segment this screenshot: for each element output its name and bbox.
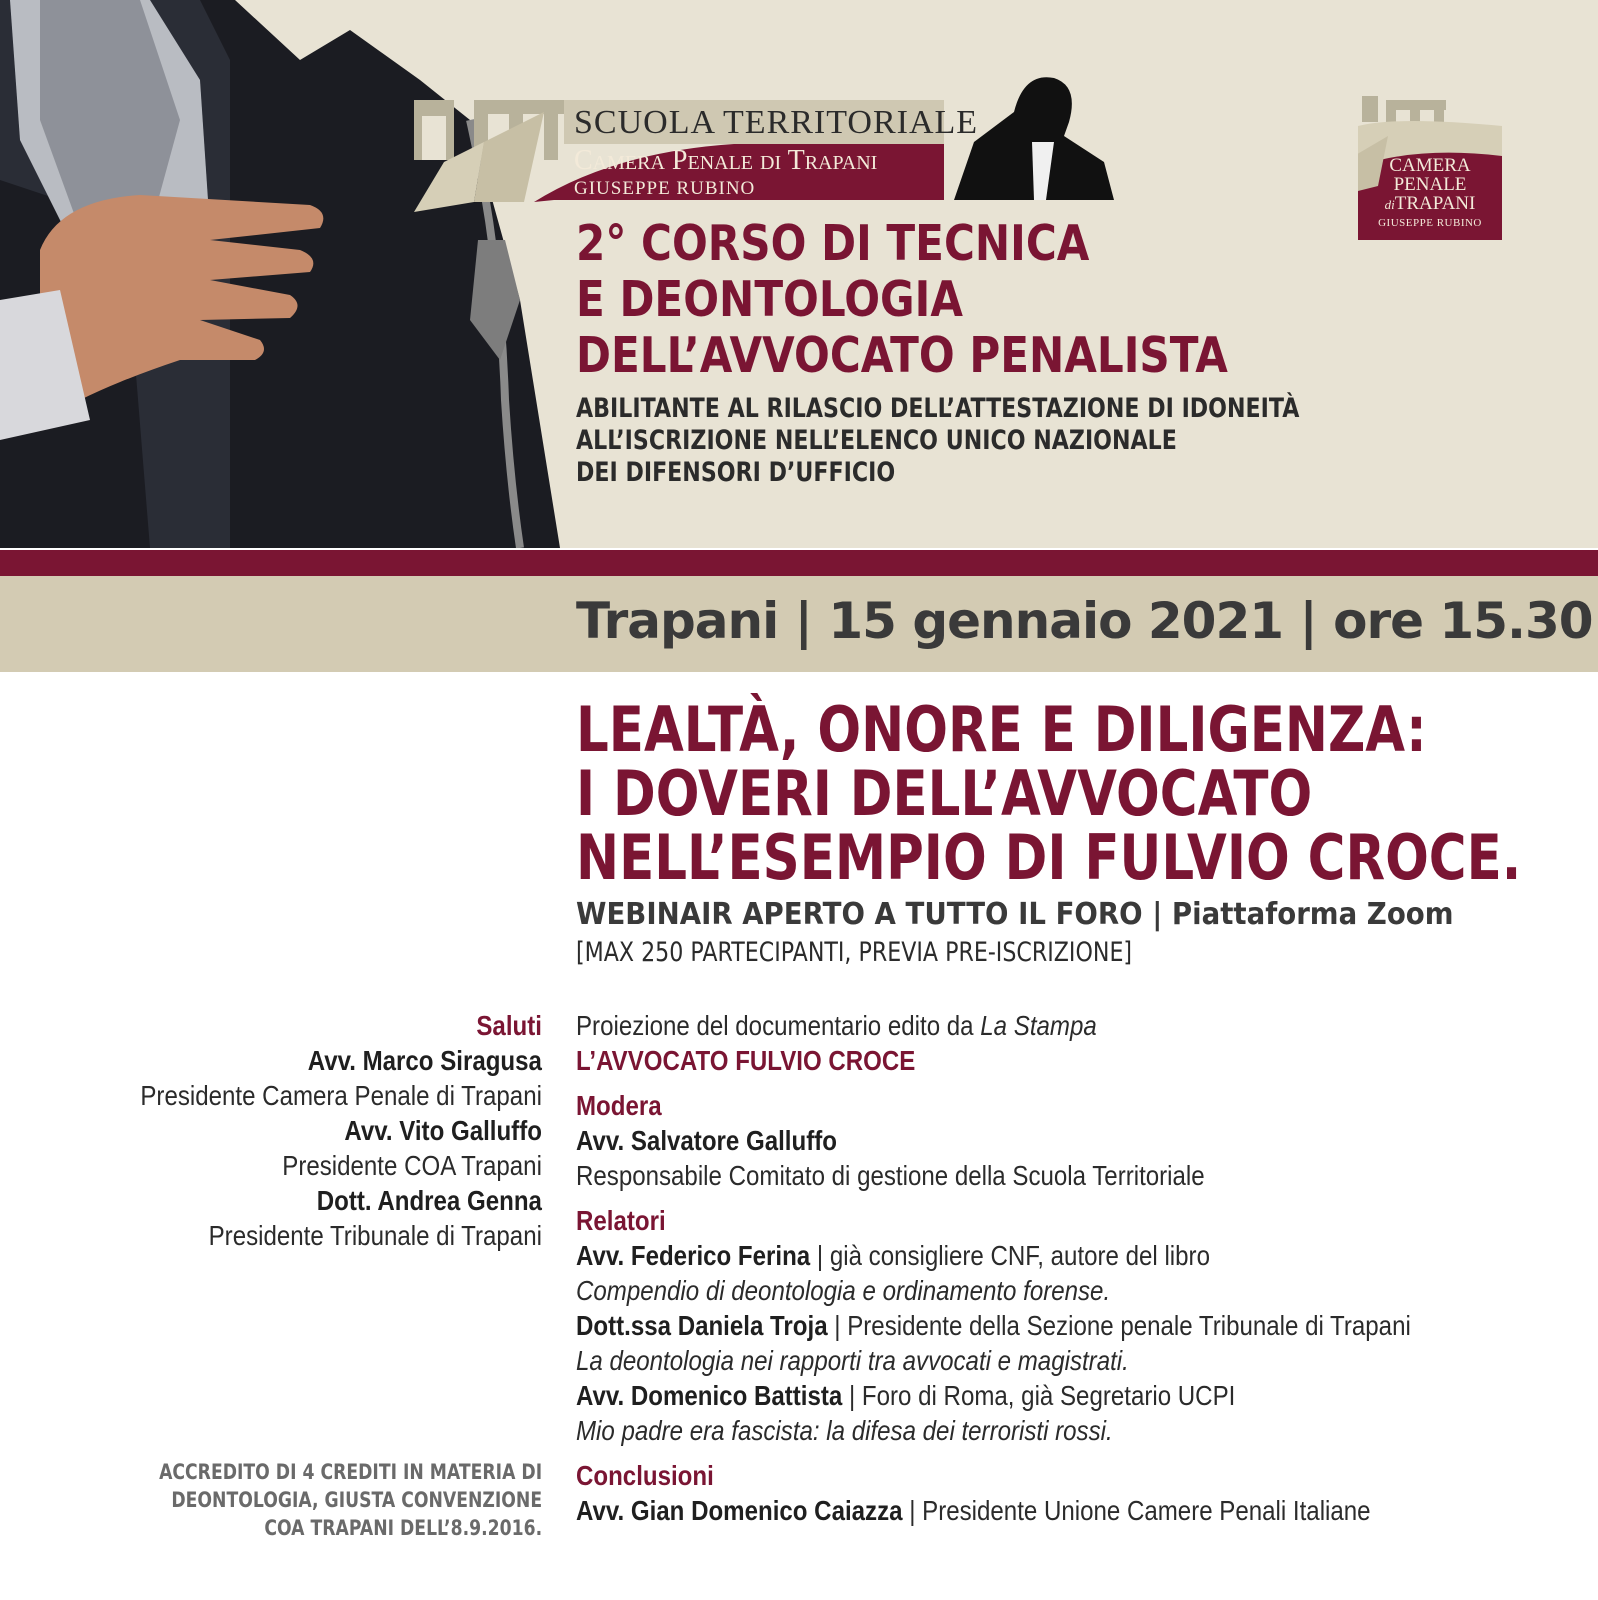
- relatori-heading: Relatori: [576, 1205, 666, 1236]
- badge-line: GIUSEPPE RUBINO: [1378, 217, 1482, 229]
- relatore-line: [576, 1238, 1411, 1273]
- saluti-role: Presidente COA Trapani: [282, 1150, 542, 1181]
- saluti-role: Presidente Camera Penale di Trapani: [140, 1080, 542, 1111]
- saluti-heading: Saluti: [476, 1010, 542, 1041]
- course-subtitle: [576, 393, 1299, 489]
- saluti-name: Avv. Vito Galluffo: [344, 1115, 542, 1146]
- badge-line: PENALE: [1393, 174, 1467, 195]
- modera-role: Responsabile Comitato di gestione della Scuola Territoriale: [576, 1160, 1205, 1191]
- accredito-line: ACCREDITO DI 4 CREDITI IN MATERIA DI: [158, 1460, 542, 1484]
- relatore-talk: Mio padre era fascista: la difesa dei terroristi rossi.: [576, 1415, 1113, 1446]
- school-dedication: GIUSEPPE RUBINO: [574, 178, 756, 199]
- badge-line: [1358, 194, 1502, 214]
- talk-title: [576, 693, 1522, 894]
- conclusioni-line: [576, 1493, 1411, 1528]
- accredito-note: [75, 1458, 542, 1542]
- projection-line: [576, 1008, 1411, 1043]
- maroon-divider: [0, 550, 1598, 576]
- max-participants: [MAX 250 PARTECIPANTI, PREVIA PRE-ISCRIZIONE]: [576, 937, 1133, 968]
- relatore-role: | Presidente della Sezione penale Tribunale di Trapani: [827, 1310, 1411, 1341]
- program-section: [576, 1008, 1547, 1528]
- relatore-talk: La deontologia nei rapporti tra avvocati e magistrati.: [576, 1345, 1129, 1376]
- relatore-name: Dott.ssa Daniela Troja: [576, 1310, 828, 1341]
- talk-title-line: NELL’ESEMPIO DI FULVIO CROCE.: [576, 821, 1522, 894]
- relatore-role: | già consigliere CNF, autore del libro: [810, 1240, 1210, 1271]
- badge-line-prefix: di: [1384, 197, 1395, 212]
- accredito-line: DEONTOLOGIA, GIUSTA CONVENZIONE: [171, 1488, 542, 1512]
- school-title: SCUOLA TERRITORIALE: [574, 104, 979, 141]
- event-date-line: Trapani | 15 gennaio 2021 | ore 15.30: [576, 592, 1593, 650]
- course-subtitle-line: DEI DIFENSORI D’UFFICIO: [576, 457, 896, 488]
- conclusioni-role: | Presidente Unione Camere Penali Italiane: [902, 1495, 1371, 1526]
- course-title-line: DELL’AVVOCATO PENALISTA: [576, 327, 1228, 384]
- conclusioni-name: Avv. Gian Domenico Caiazza: [576, 1495, 903, 1526]
- relatore-name: Avv. Federico Ferina: [576, 1240, 811, 1271]
- film-title: L’AVVOCATO FULVIO CROCE: [576, 1045, 916, 1076]
- course-subtitle-line: ABILITANTE AL RILASCIO DELL’ATTESTAZIONE DI IDONEITÀ: [576, 393, 1300, 424]
- course-title-line: 2° CORSO DI TECNICA: [576, 215, 1090, 272]
- badge-line: CAMERA: [1389, 155, 1471, 176]
- school-logo: [414, 72, 1134, 212]
- modera-name: Avv. Salvatore Galluffo: [576, 1125, 837, 1156]
- relatore-line: [576, 1308, 1411, 1343]
- saluti-section: [75, 1008, 542, 1253]
- saluti-name: Dott. Andrea Genna: [316, 1185, 542, 1216]
- course-subtitle-line: ALL’ISCRIZIONE NELL’ELENCO UNICO NAZIONALE: [576, 425, 1177, 456]
- course-title: [576, 216, 1228, 384]
- modera-heading: Modera: [576, 1090, 662, 1121]
- projection-source: La Stampa: [980, 1010, 1097, 1041]
- projection-text: Proiezione del documentario edito da: [576, 1010, 981, 1041]
- school-subtitle: Camera Penale di Trapani: [574, 145, 878, 176]
- saluti-role: Presidente Tribunale di Trapani: [208, 1220, 542, 1251]
- badge-text: [1358, 156, 1502, 233]
- relatore-line: [576, 1378, 1411, 1413]
- relatore-talk: Compendio di deontologia e ordinamento forense.: [576, 1275, 1111, 1306]
- relatore-name: Avv. Domenico Battista: [576, 1380, 843, 1411]
- relatore-role: | Foro di Roma, già Segretario UCPI: [842, 1380, 1236, 1411]
- webinar-line: WEBINAIR APERTO A TUTTO IL FORO | Piattaforma Zoom: [576, 897, 1454, 932]
- talk-title-line: LEALTÀ, ONORE E DILIGENZA:: [576, 693, 1427, 766]
- badge-line-main: TRAPANI: [1394, 193, 1476, 214]
- conclusioni-heading: Conclusioni: [576, 1460, 714, 1491]
- hero-banner: [0, 0, 1598, 548]
- talk-title-line: I DOVERI DELL’AVVOCATO: [576, 757, 1313, 830]
- course-title-line: E DEONTOLOGIA: [576, 271, 963, 328]
- accredito-line: COA TRAPANI DELL’8.9.2016.: [264, 1516, 542, 1540]
- saluti-name: Avv. Marco Siragusa: [307, 1045, 542, 1076]
